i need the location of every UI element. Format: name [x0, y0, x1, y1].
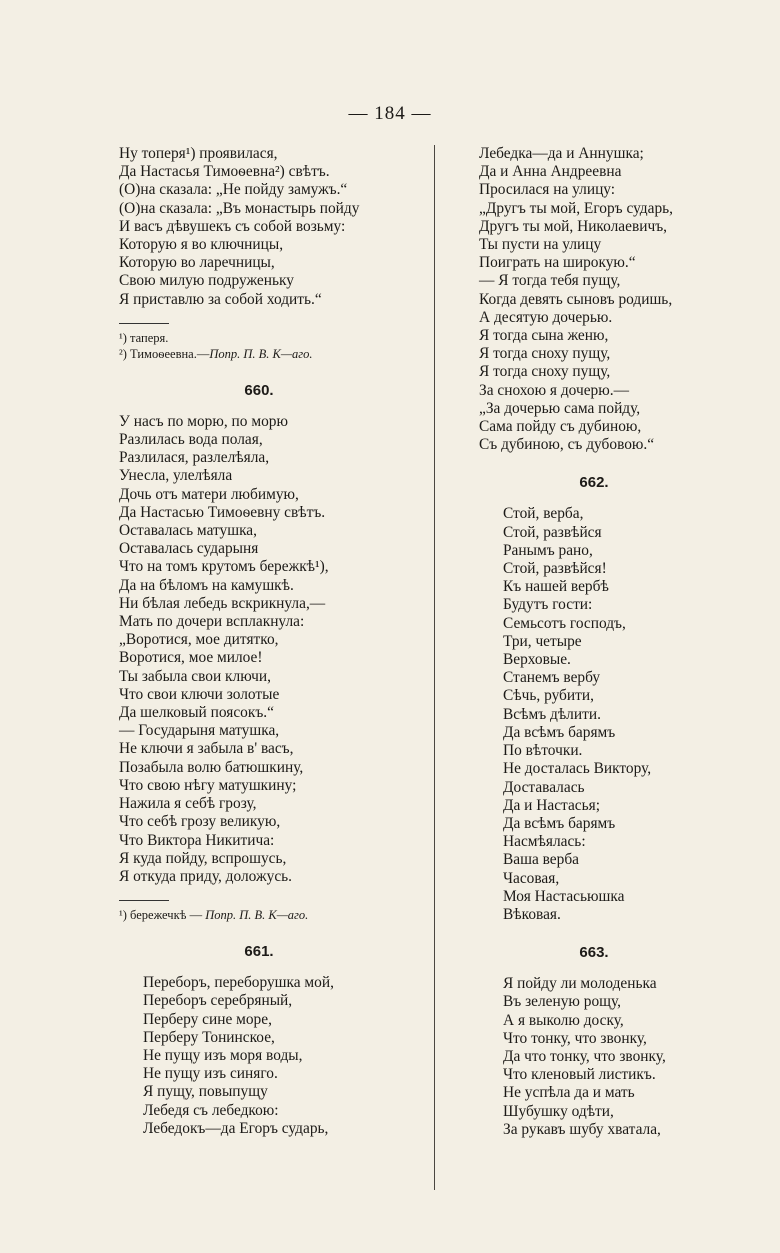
poem-number-661: 661. [244, 943, 274, 961]
verse-line: — Государыня матушка, [119, 722, 280, 740]
verse-line: Разлилася, разлелѣяла, [119, 449, 270, 467]
verse-line: И васъ дѣвушекъ съ собой возьму: [119, 217, 346, 235]
verse-line: А я выколю доску, [503, 1011, 624, 1029]
verse-line: Да и Анна Андреевна [479, 163, 622, 181]
verse-line: Сѣчь, рубити, [503, 687, 594, 705]
verse-line: Ну топеря¹) проявилася, [119, 145, 278, 162]
verse-line: Ваша верба [503, 851, 579, 869]
footnote-text: таперя. [130, 330, 169, 345]
verse-line: Я тогда сына женю, [479, 327, 609, 345]
verse-line: За рукавъ шубу хватала, [503, 1120, 661, 1138]
verse-line: Да Настасью Тимоѳевну свѣтъ. [119, 503, 326, 521]
verse-line: Разлилась вода полая, [119, 431, 263, 449]
verse-line: Шубушку одѣти, [503, 1102, 614, 1120]
continued-stanza [479, 145, 709, 454]
verse-line: Поиграть на широкую.“ [479, 254, 636, 272]
verse-line: Что тонку, что звонку, [503, 1029, 647, 1047]
verse-line: Часовая, [503, 869, 560, 887]
verse-line: Лебедя съ лебедкою: [143, 1101, 279, 1119]
verse-line: Которую во ларечницы, [119, 254, 275, 272]
verse-line: Свою милую подруженьку [119, 272, 294, 290]
footnote-text: бережечкѣ — [130, 908, 203, 923]
verse-line: Я приставлю за собой ходить.“ [119, 290, 322, 308]
verse-line: „Другъ ты мой, Егоръ сударь, [479, 199, 674, 217]
verse-line: Что Виктора Никитича: [119, 831, 275, 849]
verse-line: Я пущу, повыпущу [143, 1083, 268, 1101]
verse-line: По вѣточки. [503, 742, 583, 760]
verse-line: Да на бѣломъ на камушкѣ. [119, 576, 294, 594]
footnotes-top [119, 330, 399, 362]
verse-line: Съ дубиною, съ дубовою.“ [479, 436, 655, 454]
verse-line: Нажила я себѣ грозу, [119, 795, 257, 813]
verse-line: Перберу сине море, [143, 1010, 272, 1028]
verse-line: Просилася на улицу: [479, 181, 616, 199]
verse-line: Что на томъ крутомъ бережкѣ¹), [119, 558, 329, 576]
poem-660 [119, 413, 399, 886]
footnote-attribution: Попр. П. В. К—аго. [209, 346, 313, 361]
footnote-rule [119, 323, 169, 324]
verse-line: Я тогда сноху пущу, [479, 345, 611, 363]
poem-662 [503, 505, 709, 924]
verse-line: Семьсотъ господъ, [503, 614, 626, 632]
verse-line: Сама пойду съ дубиною, [479, 418, 642, 436]
verse-line: Не пущу изъ синяго. [143, 1065, 278, 1083]
verse-line: Ты забыла свои ключи, [119, 667, 271, 685]
verse-line: Что себѣ грозу великую, [119, 813, 281, 831]
verse-line: Стой, развѣйся! [503, 560, 607, 578]
verse-line: Верховые. [503, 651, 571, 669]
right-column [479, 145, 709, 1139]
verse-line: Ты пусти на улицу [479, 236, 602, 254]
footnote [119, 330, 399, 346]
verse-line: Не ключи я забыла в' васъ, [119, 740, 294, 758]
verse-line: Доставалась [503, 778, 585, 796]
left-column [119, 145, 399, 1138]
verse-line: Переборъ серебряный, [143, 992, 293, 1010]
poem-661 [143, 974, 399, 1138]
footnote-mark: ¹) [119, 330, 127, 345]
verse-line: Оставалась сударыня [119, 540, 259, 558]
verse-line: Въ зеленую рощу, [503, 993, 622, 1011]
verse-line: Что кленовый листикъ. [503, 1066, 656, 1084]
verse-line: Перберу Тонинское, [143, 1028, 275, 1046]
verse-line: Да что тонку, что звонку, [503, 1047, 666, 1065]
poem-number-662: 662. [579, 474, 609, 492]
poem-663 [503, 975, 709, 1139]
verse-line: Лебедокъ—да Егоръ сударь, [143, 1119, 329, 1137]
verse-line: Да всѣмъ барямъ [503, 814, 616, 832]
verse-line: Я тогда сноху пущу, [479, 363, 611, 381]
verse-line: Да Настасья Тимоѳевна²) свѣтъ. [119, 163, 330, 181]
poem-number-660: 660. [244, 381, 274, 399]
verse-line: Позабыла волю батюшкину, [119, 758, 304, 776]
verse-line: Переборъ, переборушка мой, [143, 974, 334, 992]
verse-line: Унесла, улелѣяла [119, 467, 233, 485]
verse-line: Когда девять сыновъ родишь, [479, 290, 673, 308]
verse-line: Станемъ вербу [503, 669, 601, 687]
verse-line: У насъ по морю, по морю [119, 412, 288, 430]
verse-line: (О)на сказала: „Не пойду замужъ.“ [119, 181, 348, 199]
verse-line: Стой, развѣйся [503, 523, 602, 541]
verse-line: Я куда пойду, вспрошусь, [119, 849, 287, 867]
verse-line: Насмѣялась: [503, 833, 586, 851]
verse-line: Будутъ гости: [503, 596, 593, 614]
verse-line: Которую я во ключницы, [119, 236, 284, 254]
footnote-mark: ²) [119, 346, 127, 361]
poem-number-663: 663. [579, 944, 609, 962]
verse-line: (О)на сказала: „Въ монастырь пойду [119, 199, 360, 217]
verse-line: Къ нашей вербѣ [503, 578, 609, 596]
verse-line: Три, четыре [503, 632, 582, 650]
column-divider [434, 145, 435, 1190]
verse-line: Моя Настасьюшка [503, 887, 625, 905]
verse-line: Стой, верба, [503, 505, 584, 523]
footnote-mark: ¹) [119, 908, 127, 923]
verse-line: Не успѣла да и мать [503, 1084, 635, 1102]
verse-line: Воротися, мое милое! [119, 649, 263, 667]
verse-line: Лебедка—да и Аннушка; [479, 145, 644, 162]
verse-line: Что свою нѣгу матушкину; [119, 776, 297, 794]
verse-line: Ранымъ рано, [503, 541, 593, 559]
footnote-rule [119, 900, 169, 901]
verse-line: Оставалась матушка, [119, 522, 257, 540]
verse-line: Всѣмъ дѣлити. [503, 705, 601, 723]
footnote-text: Тимоѳеевна.— [130, 346, 210, 361]
verse-line: Я пойду ли молоденька [503, 975, 657, 993]
verse-line: Вѣковая. [503, 905, 561, 923]
verse-line: — Я тогда тебя пущу, [479, 272, 621, 290]
verse-line: Мать по дочери всплакнула: [119, 613, 305, 631]
verse-line: Что свои ключи золотые [119, 685, 280, 703]
verse-line: „За дочерью сама пойду, [479, 399, 641, 417]
verse-line: Да всѣмъ барямъ [503, 723, 616, 741]
footnote [119, 346, 399, 362]
verse-line: Ни бѣлая лебедь вскрикнула,— [119, 594, 326, 612]
verse-line: Другъ ты мой, Николаевичъ, [479, 217, 668, 235]
verse-line: Я откуда приду, доложусь. [119, 867, 293, 885]
verse-line: „Воротися, мое дитятко, [119, 631, 279, 649]
verse-line: Да и Настасья; [503, 796, 600, 814]
verse-line: За снохою я дочерю.— [479, 381, 629, 399]
verse-line: Дочь отъ матери любимую, [119, 485, 299, 503]
verse-line: А десятую дочерью. [479, 308, 613, 326]
intro-stanza [119, 145, 399, 309]
verse-line: Да шелковый поясокъ.“ [119, 704, 274, 722]
footnote-660 [119, 907, 399, 923]
page-number: — 184 — [348, 103, 432, 124]
footnote-attribution: Попр. П. В. К—аго. [205, 908, 309, 923]
verse-line: Не досталась Виктору, [503, 760, 652, 778]
verse-line: Не пущу изъ моря воды, [143, 1046, 303, 1064]
